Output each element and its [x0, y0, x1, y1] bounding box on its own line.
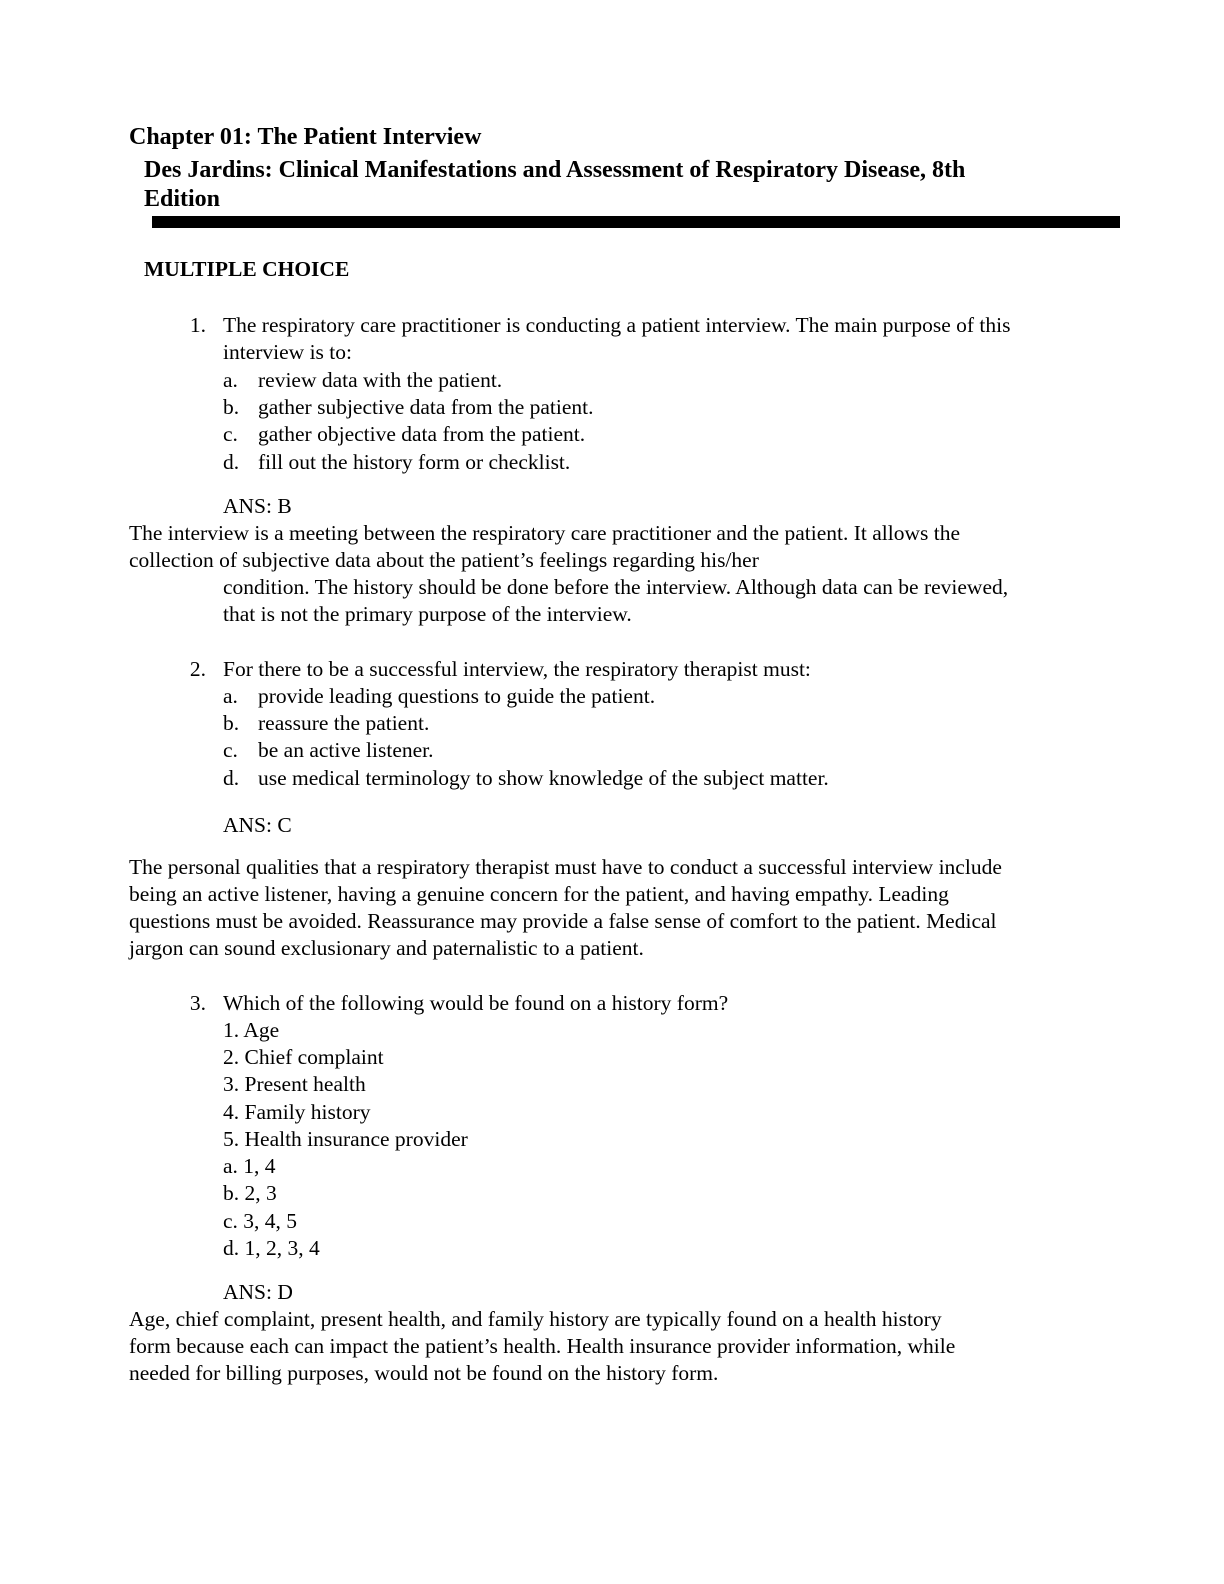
answer-label: ANS: B	[223, 494, 292, 518]
question-stem-line: Which of the following would be found on a history form?	[223, 991, 729, 1015]
option-letter: b.	[223, 395, 240, 419]
rationale-line: Age, chief complaint, present health, and family history are typically found on a health history	[129, 1307, 942, 1331]
option-text: review data with the patient.	[258, 368, 503, 392]
question-number: 1.	[189, 313, 206, 337]
rationale-line: The interview is a meeting between the respiratory care practitioner and the patient. It allows the	[129, 521, 961, 545]
rationale-line: collection of subjective data about the patient’s feelings regarding his/her	[129, 548, 759, 572]
question-item: 1. Age	[223, 1018, 280, 1042]
option-text: provide leading questions to guide the patient.	[258, 684, 656, 708]
option-letter: a.	[223, 368, 238, 392]
question-stem-line: The respiratory care practitioner is conducting a patient interview. The main purpose of this	[223, 313, 1011, 337]
option-letter: c.	[223, 422, 238, 446]
question-item: b. 2, 3	[223, 1181, 277, 1205]
option-letter: a.	[223, 684, 238, 708]
option-text: reassure the patient.	[258, 711, 430, 735]
section-title: MULTIPLE CHOICE	[144, 257, 350, 281]
question-number: 3.	[189, 991, 206, 1015]
question-number: 2.	[189, 657, 206, 681]
chapter-title: Chapter 01: The Patient Interview	[129, 124, 482, 150]
question-stem-line: interview is to:	[223, 340, 352, 364]
book-title-line-2: Edition	[144, 186, 221, 212]
option-text: be an active listener.	[258, 738, 434, 762]
answer-label: ANS: C	[223, 813, 292, 837]
question-item: 5. Health insurance provider	[223, 1127, 468, 1151]
rationale-line: The personal qualities that a respiratory therapist must have to conduct a successful interview include	[129, 855, 1002, 879]
option-text: use medical terminology to show knowledge of the subject matter.	[258, 766, 829, 790]
rationale-line: jargon can sound exclusionary and paternalistic to a patient.	[129, 936, 644, 960]
header-rule	[152, 216, 1120, 228]
rationale-line: form because each can impact the patient’s health. Health insurance provider information, while	[129, 1334, 956, 1358]
rationale-line: needed for billing purposes, would not be found on the history form.	[129, 1361, 719, 1385]
rationale-line: condition. The history should be done before the interview. Although data can be reviewed,	[223, 575, 1009, 599]
option-letter: d.	[223, 766, 240, 790]
option-text: gather objective data from the patient.	[258, 422, 586, 446]
question-item: a. 1, 4	[223, 1154, 276, 1178]
question-item: 2. Chief complaint	[223, 1045, 384, 1069]
option-letter: b.	[223, 711, 240, 735]
question-item: c. 3, 4, 5	[223, 1209, 298, 1233]
question-stem-line: For there to be a successful interview, the respiratory therapist must:	[223, 657, 811, 681]
question-item: d. 1, 2, 3, 4	[223, 1236, 320, 1260]
rationale-line: questions must be avoided. Reassurance may provide a false sense of comfort to the patient. Medical	[129, 909, 997, 933]
question-item: 3. Present health	[223, 1072, 366, 1096]
option-letter: d.	[223, 450, 240, 474]
book-title-line-1: Des Jardins: Clinical Manifestations and Assessment of Respiratory Disease, 8th	[144, 157, 966, 183]
rationale-line: being an active listener, having a genuine concern for the patient, and having empathy. Leading	[129, 882, 949, 906]
option-text: fill out the history form or checklist.	[258, 450, 571, 474]
rationale-line: that is not the primary purpose of the interview.	[223, 602, 632, 626]
answer-label: ANS: D	[223, 1280, 293, 1304]
option-letter: c.	[223, 738, 238, 762]
question-item: 4. Family history	[223, 1100, 371, 1124]
option-text: gather subjective data from the patient.	[258, 395, 594, 419]
